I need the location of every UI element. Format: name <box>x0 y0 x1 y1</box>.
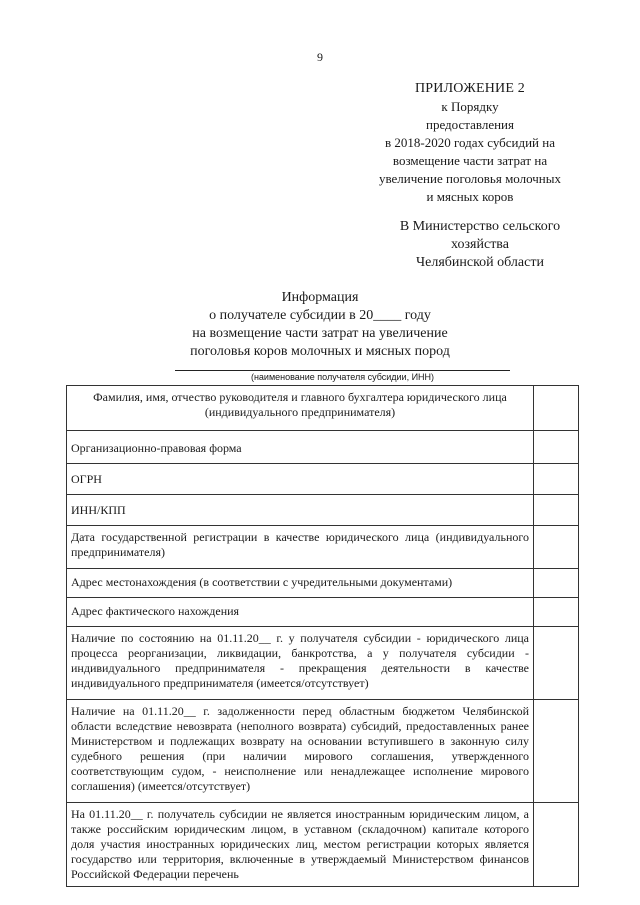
table-cell-value[interactable] <box>534 598 579 627</box>
table-row <box>67 386 579 431</box>
table-cell-label: Наличие по состоянию на 01.11.20__ г. у получателя субсидии - юридического лица процесса реорганизации, ликвидации, банкротства, а у получателя субсидии - индивидуального предпринимателя - прекращения деятельности в качестве индивидуального предпринимателя (имеется/отсутствует) <box>67 627 534 700</box>
addressee-line: хозяйства <box>451 237 509 252</box>
table-row <box>67 431 579 464</box>
table-row <box>67 598 579 627</box>
table-row <box>67 569 579 598</box>
appendix-line: предоставления <box>426 117 514 132</box>
appendix-line: и мясных коров <box>426 189 514 204</box>
table-cell-value[interactable] <box>534 495 579 526</box>
table-cell-value[interactable] <box>534 803 579 887</box>
table-cell-label: ОГРН <box>67 464 534 495</box>
appendix-line: в 2018-2020 годах субсидий на <box>384 135 555 150</box>
appendix-heading: ПРИЛОЖЕНИЕ 2 <box>414 81 526 96</box>
appendix-header <box>360 80 580 206</box>
table-cell-label: Фамилия, имя, отчество руководителя и главного бухгалтера юридического лица (индивидуального предпринимателя) <box>67 386 534 431</box>
title-line: о получателе субсидии в 20____ году <box>209 308 431 323</box>
table-cell-value[interactable] <box>534 431 579 464</box>
table-cell-label: Дата государственной регистрации в качестве юридического лица (индивидуального предпринимателя) <box>67 526 534 569</box>
appendix-line: увеличение поголовья молочных <box>378 171 562 186</box>
title-line: поголовья коров молочных и мясных пород <box>190 344 450 359</box>
table-cell-value[interactable] <box>534 526 579 569</box>
table-cell-label: Адрес местонахождения (в соответствии с учредительными документами) <box>67 569 534 598</box>
recipient-fill-line <box>175 370 510 371</box>
page-number: 9 <box>317 50 323 64</box>
table-row <box>67 526 579 569</box>
table-cell-value[interactable] <box>534 627 579 700</box>
addressee <box>380 218 580 272</box>
table-cell-label: ИНН/КПП <box>67 495 534 526</box>
table-row <box>67 495 579 526</box>
table-cell-label: На 01.11.20__ г. получатель субсидии не является иностранным юридическим лицом, а также российским юридическим лицом, в уставном (складочном) капитале которого доля участия иностранных юридических лиц, местом регистрации которых является государство или территория, включенные в утверждаемый Министерством финансов Российской Федерации перечень <box>67 803 534 887</box>
addressee-line: В Министерство сельского <box>399 219 561 234</box>
table-row <box>67 700 579 803</box>
appendix-line: к Порядку <box>441 99 499 114</box>
table-cell-value[interactable] <box>534 569 579 598</box>
table-cell-value[interactable] <box>534 386 579 431</box>
document-title <box>120 289 520 361</box>
title-line: Информация <box>281 290 359 305</box>
table-cell-value[interactable] <box>534 700 579 803</box>
table-row <box>67 627 579 700</box>
table-row <box>67 464 579 495</box>
table-cell-label: Адрес фактического нахождения <box>67 598 534 627</box>
title-line: на возмещение части затрат на увеличение <box>192 326 448 341</box>
table-row <box>67 803 579 887</box>
appendix-line: возмещение части затрат на <box>392 153 548 168</box>
addressee-line: Челябинской области <box>416 255 544 270</box>
table-cell-label: Наличие на 01.11.20__ г. задолженности перед областным бюджетом Челябинской области вследствие невозврата (неполного возврата) субсидий, предоставленных ранее Министерством и подлежащих возврату на основании вступившего в законную силу судебного решения (при наличии мирового соглашения, утвержденного соответствующим судом, - неисполнение или ненадлежащее исполнение мирового соглашения) (имеется/отсутствует) <box>67 700 534 803</box>
table-cell-label: Организационно-правовая форма <box>67 431 534 464</box>
recipient-caption: (наименование получателя субсидии, ИНН) <box>250 372 435 382</box>
table-cell-value[interactable] <box>534 464 579 495</box>
info-table <box>66 385 579 887</box>
